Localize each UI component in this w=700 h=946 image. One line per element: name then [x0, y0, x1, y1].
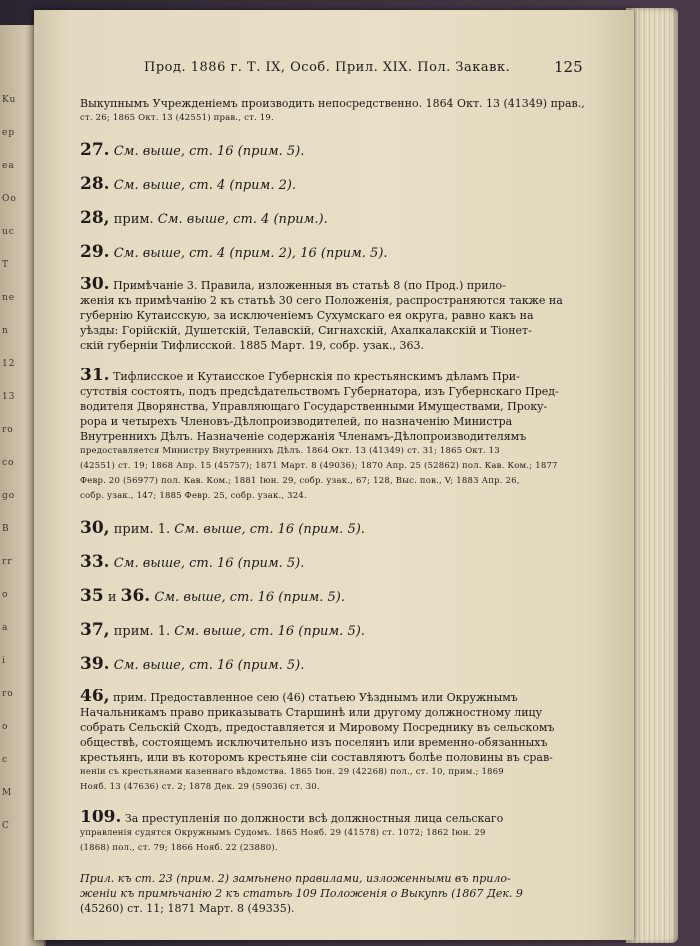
article-text: См. выше, ст. 4 (прим.). [157, 212, 328, 227]
left-page-fragment: o [2, 722, 9, 732]
entry-line: сутствія состоять, подъ предсѣдательствомъ Губернатора, изъ Губернскаго Пред- [80, 385, 559, 398]
left-page-fragment: ne [2, 293, 16, 303]
left-page-fragment: T [2, 260, 10, 270]
page-number: 125 [554, 58, 583, 76]
article-text: См. выше, ст. 16 (прим. 5). [113, 658, 305, 673]
entry-citation: предоставляется Министру Внутреннихъ Дѣлъ. 1864 Окт. 13 (41349) ст. 31; 1865 Окт. 13 [80, 446, 500, 456]
left-page-fragment: ea [2, 161, 15, 171]
left-page-fragment: uc [2, 227, 15, 237]
left-page-fragment: c [2, 755, 9, 765]
entry-31 [80, 368, 618, 504]
entry-line: (45260) ст. 11; 1871 Март. 8 (49335). [80, 902, 295, 915]
entry-citation: Февр. 20 (56977) пол. Кав. Ком.; 1881 Іюн. 29, собр. узак., 67; 128, Выс. пов., V; 1883 Апр. 26, [80, 476, 520, 486]
entry-109 [80, 810, 618, 856]
article-text: См. выше, ст. 4 (прим. 2), 16 (прим. 5). [113, 246, 388, 261]
article-number: 46, [80, 689, 110, 705]
entry-line: Примѣчаніе 3. Правила, изложенныя въ статьѣ 8 (по Прод.) прило- [113, 279, 506, 292]
article-number: 31. [80, 368, 110, 384]
entry-37-note [80, 621, 618, 641]
article-text: См. выше, ст. 16 (прим. 5). [154, 590, 345, 605]
entry-line: За преступленія по должности всѣ должностныя лица сельскаго [124, 812, 504, 825]
article-text: См. выше, ст. 4 (прим. 2). [113, 178, 297, 193]
entry-citation: управленія судятся Окружнымъ Судомъ. 1865 Нояб. 29 (41578) ст. 1072; 1862 Іюн. 29 [80, 828, 486, 838]
left-page-fragment: 13 [2, 392, 16, 402]
entry-30-note [80, 519, 618, 539]
article-number: 30, [80, 518, 110, 538]
entry-line: Прил. къ ст. 23 (прим. 2) замѣнено правилами, изложенными въ прило- [80, 872, 511, 885]
left-page-fragment: 12 [2, 359, 16, 369]
left-page-fragment: M [2, 788, 13, 798]
running-header: Прод. 1886 г. Т. IX, Особ. Прил. XIX. Пол. Закавк. [144, 60, 511, 75]
entry-citation: Нояб. 13 (47636) ст. 2; 1878 Дек. 29 (59036) ст. 30. [80, 782, 320, 792]
note-label: прим. 1. [113, 522, 171, 537]
left-page-fragment: a [2, 623, 9, 633]
entry-line: женія къ примѣчанію 2 къ статьѣ 30 сего Положенія, распространяются также на [80, 294, 563, 307]
entry-46-note [80, 689, 618, 795]
left-page-fragment: i [2, 656, 6, 666]
entry-30 [80, 277, 618, 353]
entry-line: крестьянъ, или въ которомъ крестьяне сіи составляютъ болѣе половины въ срав- [80, 751, 553, 764]
entry-line: водителя Дворянства, Управляющаго Государственными Имуществами, Прокy- [80, 400, 548, 413]
entry-citation: неніи съ крестьянами казеннаго вѣдомства. 1865 Іюн. 29 (42268) пол., ст. 10, прим.; 1869 [80, 767, 504, 777]
book-page [34, 10, 634, 940]
article-number: 28. [80, 174, 110, 194]
conjunction: и [107, 590, 117, 605]
article-number: 109. [80, 810, 122, 826]
entry-line: женіи къ примѣчанію 2 къ статьѣ 109 Положенія о Выкупѣ (1867 Дек. 9 [80, 887, 523, 900]
entry-28 [80, 175, 618, 195]
entry-line: Внутреннихъ Дѣлъ. Назначеніе содержанія Членамъ-Дѣлопроизводителямъ [80, 430, 527, 443]
entry-line: уѣзды: Горійскій, Душетскій, Телавскій, Сигнахскій, Ахалкалакскій и Тіонет- [80, 324, 532, 337]
entry-continuation [80, 96, 618, 126]
entry-citation: собр. узак., 147; 1885 Февр. 25, собр. узак., 324. [80, 491, 307, 501]
article-text: См. выше, ст. 16 (прим. 5). [174, 624, 365, 639]
entry-line: скій губерніи Тифлисской. 1885 Март. 19, собр. узак., 363. [80, 339, 424, 352]
note-label: прим. 1. [113, 624, 171, 639]
page-body [80, 96, 618, 931]
entry-citation: ст. 26; 1865 Окт. 13 (42551) прав., ст. 19. [80, 113, 274, 123]
entry-line: Выкупнымъ Учрежденіемъ производить непосредственно. 1864 Окт. 13 (41349) прав., [80, 97, 585, 110]
left-page-fragment: n [2, 326, 9, 336]
entry-line: обществѣ, состоящемъ исключительно изъ поселянъ или временно-обязанныхъ [80, 736, 548, 749]
entry-27 [80, 141, 618, 161]
article-number: 30. [80, 277, 110, 293]
article-text: См. выше, ст. 16 (прим. 5). [113, 144, 305, 159]
article-number: 36. [120, 586, 151, 606]
left-page-fragment: C [2, 821, 10, 831]
entry-29 [80, 243, 618, 263]
entry-line: прим. Предоставленное сею (46) статьею Уѣзднымъ или Окружнымъ [113, 691, 518, 704]
entry-line: губернію Кутаисскую, за исключеніемъ Сухумскаго ея округа, равно какъ на [80, 309, 534, 322]
left-page-fragment: B [2, 524, 10, 534]
entry-line: собрать Сельскій Сходъ, предоставляется и Мировому Посреднику въ сельскомъ [80, 721, 555, 734]
article-text: См. выше, ст. 16 (прим. 5). [113, 556, 305, 571]
left-page-fragment: ro [2, 425, 14, 435]
left-page-fragment: ro [2, 689, 14, 699]
article-number: 35 [80, 586, 104, 606]
note-label: прим. [113, 212, 154, 227]
left-page-fragment: Oo [2, 194, 17, 204]
entry-appendix-note [80, 871, 618, 916]
entry-35-36 [80, 587, 618, 607]
entry-33 [80, 553, 618, 573]
entry-28-note [80, 209, 618, 229]
left-page-fragment: o [2, 590, 9, 600]
entry-citation: (42551) ст. 19; 1868 Апр. 15 (45757); 1871 Март. 8 (49036); 1870 Апр. 25 (52862) пол. Кав. Ком.; 1877 [80, 461, 558, 471]
article-number: 29. [80, 242, 110, 262]
left-page-fragment: co [2, 458, 15, 468]
left-page-fragment: rr [2, 557, 13, 567]
article-number: 39. [80, 654, 110, 674]
entry-line: Начальникамъ право приказывать Старшинѣ или другому должностному лицу [80, 706, 543, 719]
article-number: 27. [80, 140, 110, 160]
article-number: 28, [80, 208, 110, 228]
left-page-fragment: Ku [2, 95, 17, 105]
article-number: 37, [80, 620, 110, 640]
article-number: 33. [80, 552, 110, 572]
entry-line: рора и четырехъ Членовъ-Дѣлопроизводителей, по назначенію Министра [80, 415, 513, 428]
entry-39 [80, 655, 618, 675]
entry-citation: (1868) пол., ст. 79; 1866 Нояб. 22 (23880). [80, 843, 278, 853]
entry-line: Тифлисское и Кутаисское Губернскія по крестьянскимъ дѣламъ При- [113, 370, 520, 383]
left-page-fragment: ep [2, 128, 16, 138]
article-text: См. выше, ст. 16 (прим. 5). [174, 522, 365, 537]
left-page-fragment: go [2, 491, 16, 501]
